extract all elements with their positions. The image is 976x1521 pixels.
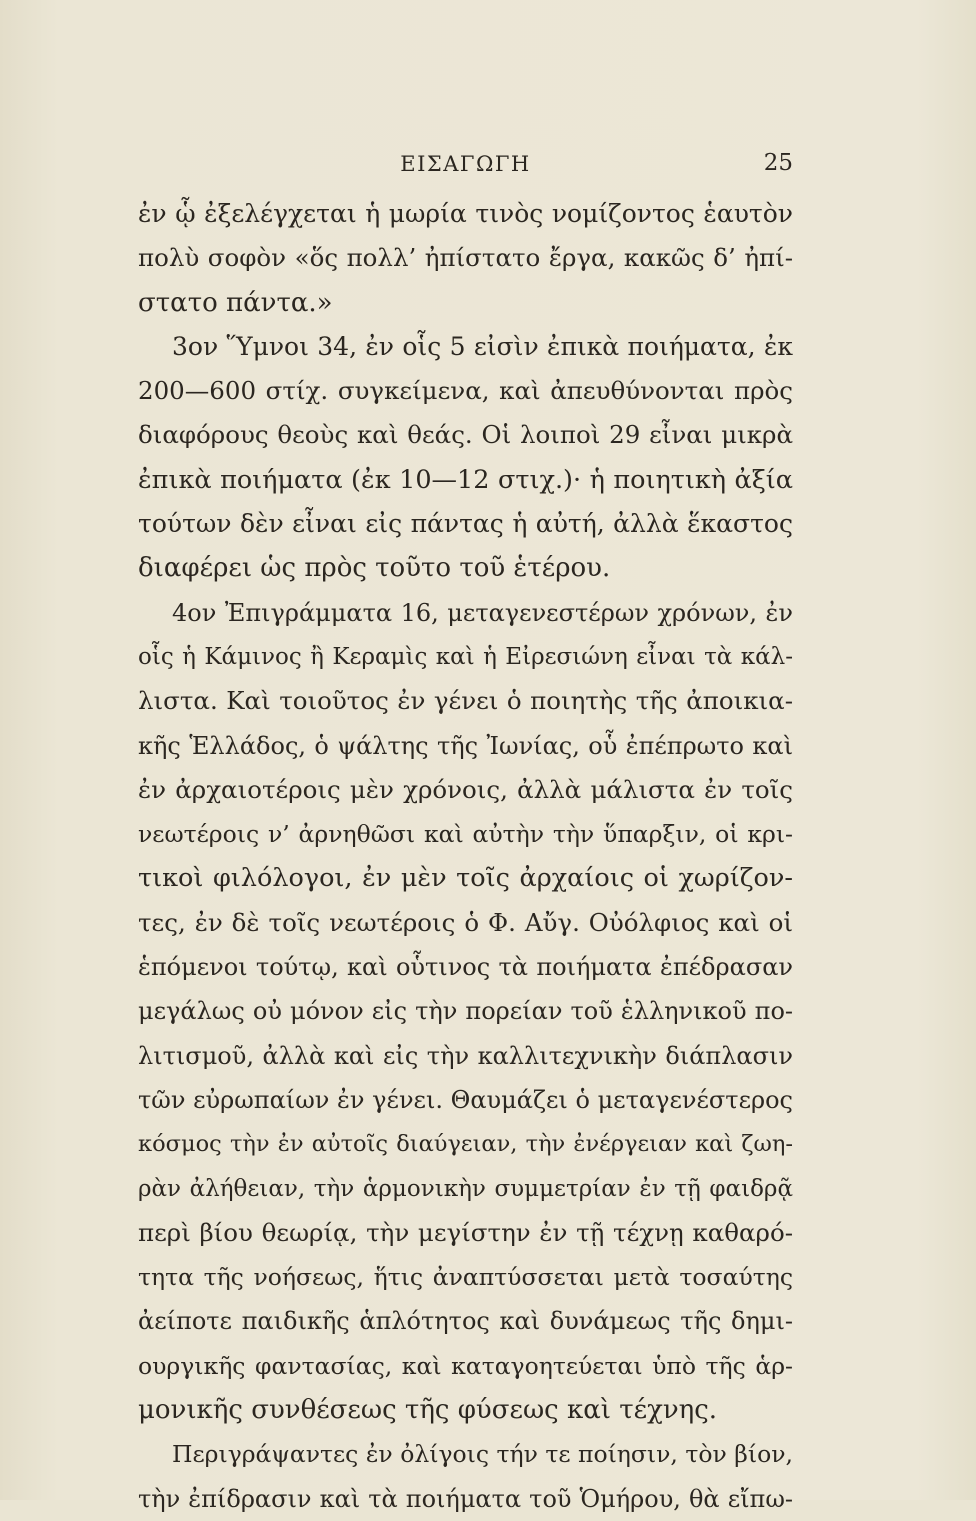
text-line: λιτισμοῦ, ἀλλὰ καὶ εἰς τὴν καλλιτεχνικὴν διάπλασιν xyxy=(138,1041,793,1070)
text-line: ουργικῆς φαντασίας, καὶ καταγοητεύεται ὑπὸ τῆς ἁρ- xyxy=(138,1351,793,1380)
text-line: ἐπικὰ ποιήματα (ἐκ 10—12 στιχ.)· ἡ ποιητικὴ ἀξία xyxy=(138,464,793,495)
text-line: τὴν ἐπίδρασιν καὶ τὰ ποιήματα τοῦ Ὁμήρου, θὰ εἴπω- xyxy=(138,1484,793,1513)
text-line: οἷς ἡ Κάμινος ἢ Κεραμὶς καὶ ἡ Εἰρεσιώνη εἶναι τὰ κάλ- xyxy=(138,643,793,670)
text-line: 4ον Ἐπιγράμματα 16, μεταγενεστέρων χρόνων, ἐν xyxy=(172,598,793,627)
text-line: μονικῆς συνθέσεως τῆς φύσεως καὶ τέχνης. xyxy=(138,1395,718,1426)
text-line: ρὰν ἀλήθειαν, τὴν ἁρμονικὴν συμμετρίαν ἐν τῇ φαιδρᾷ xyxy=(138,1175,793,1202)
text-line: πολὺ σοφὸν «ὅς πολλ’ ἠπίστατο ἔργα, κακῶς δ’ ἠπί- xyxy=(138,243,793,273)
text-line: τούτων δὲν εἶναι εἰς πάντας ἡ αὐτή, ἀλλὰ ἕκαστος xyxy=(138,509,793,539)
text-line: κόσμος τὴν ἐν αὐτοῖς διαύγειαν, τὴν ἐνέργειαν καὶ ζωη- xyxy=(138,1131,793,1158)
text-line: ἀείποτε παιδικῆς ἁπλότητος καὶ δυνάμεως τῆς δημι- xyxy=(138,1307,793,1336)
text-line: κῆς Ἑλλάδος, ὁ ψάλτης τῆς Ἰωνίας, οὗ ἐπέπρωτο καὶ xyxy=(138,731,793,760)
text-line: ἐν ἀρχαιοτέροις μὲν χρόνοις, ἀλλὰ μάλιστα ἐν τοῖς xyxy=(138,774,793,804)
text-line: λιστα. Καὶ τοιοῦτος ἐν γένει ὁ ποιητὴς τῆς ἀποικια- xyxy=(138,686,793,716)
text-line: μεγάλως οὐ μόνον εἰς τὴν πορείαν τοῦ ἑλληνικοῦ πο- xyxy=(138,997,793,1026)
text-line: διαφόρους θεοὺς καὶ θεάς. Οἱ λοιποὶ 29 εἶναι μικρὰ xyxy=(138,420,793,450)
text-line: 3ον Ὕμνοι 34, ἐν οἷς 5 εἰσὶν ἐπικὰ ποιήματα, ἐκ xyxy=(172,331,793,361)
text-line: διαφέρει ὡς πρὸς τοῦτο τοῦ ἑτέρου. xyxy=(138,553,611,584)
text-line: τητα τῆς νοήσεως, ἥτις ἀναπτύσσεται μετὰ τοσαύτης xyxy=(138,1263,793,1292)
text-line: τῶν εὐρωπαίων ἐν γένει. Θαυμάζει ὁ μεταγενέστερος xyxy=(138,1085,793,1114)
page-header xyxy=(138,150,793,180)
text-line: ἑπόμενοι τούτῳ, καὶ οὗτινος τὰ ποιήματα ἐπέδρασαν xyxy=(138,953,793,982)
body-text xyxy=(138,192,793,1521)
text-line: τικοὶ φιλόλογοι, ἐν μὲν τοῖς ἀρχαίοις οἱ χωρίζον- xyxy=(138,863,793,894)
text-line: νεωτέροις ν’ ἀρνηθῶσι καὶ αὐτὴν τὴν ὕπαρξιν, οἱ κρι- xyxy=(138,820,793,849)
text-line: Περιγράψαντες ἐν ὀλίγοις τήν τε ποίησιν, τὸν βίον, xyxy=(172,1440,793,1469)
page-number: 25 xyxy=(763,150,793,176)
text-line: περὶ βίου θεωρίᾳ, τὴν μεγίστην ἐν τῇ τέχνῃ καθαρό- xyxy=(138,1217,793,1247)
text-line: ἐν ᾧ ἐξελέγχεται ἡ μωρία τινὸς νομίζοντος ἑαυτὸν xyxy=(138,199,793,228)
text-line: στατο πάντα.» xyxy=(138,287,333,318)
text-line: 200—600 στίχ. συγκείμενα, καὶ ἀπευθύνονται πρὸς xyxy=(138,376,793,406)
text-line: τες, ἐν δὲ τοῖς νεωτέροις ὁ Φ. Αὔγ. Οὐόλφιος καὶ οἱ xyxy=(138,907,793,937)
running-head: ΕΙΣΑΓΩΓΗ xyxy=(400,152,531,176)
